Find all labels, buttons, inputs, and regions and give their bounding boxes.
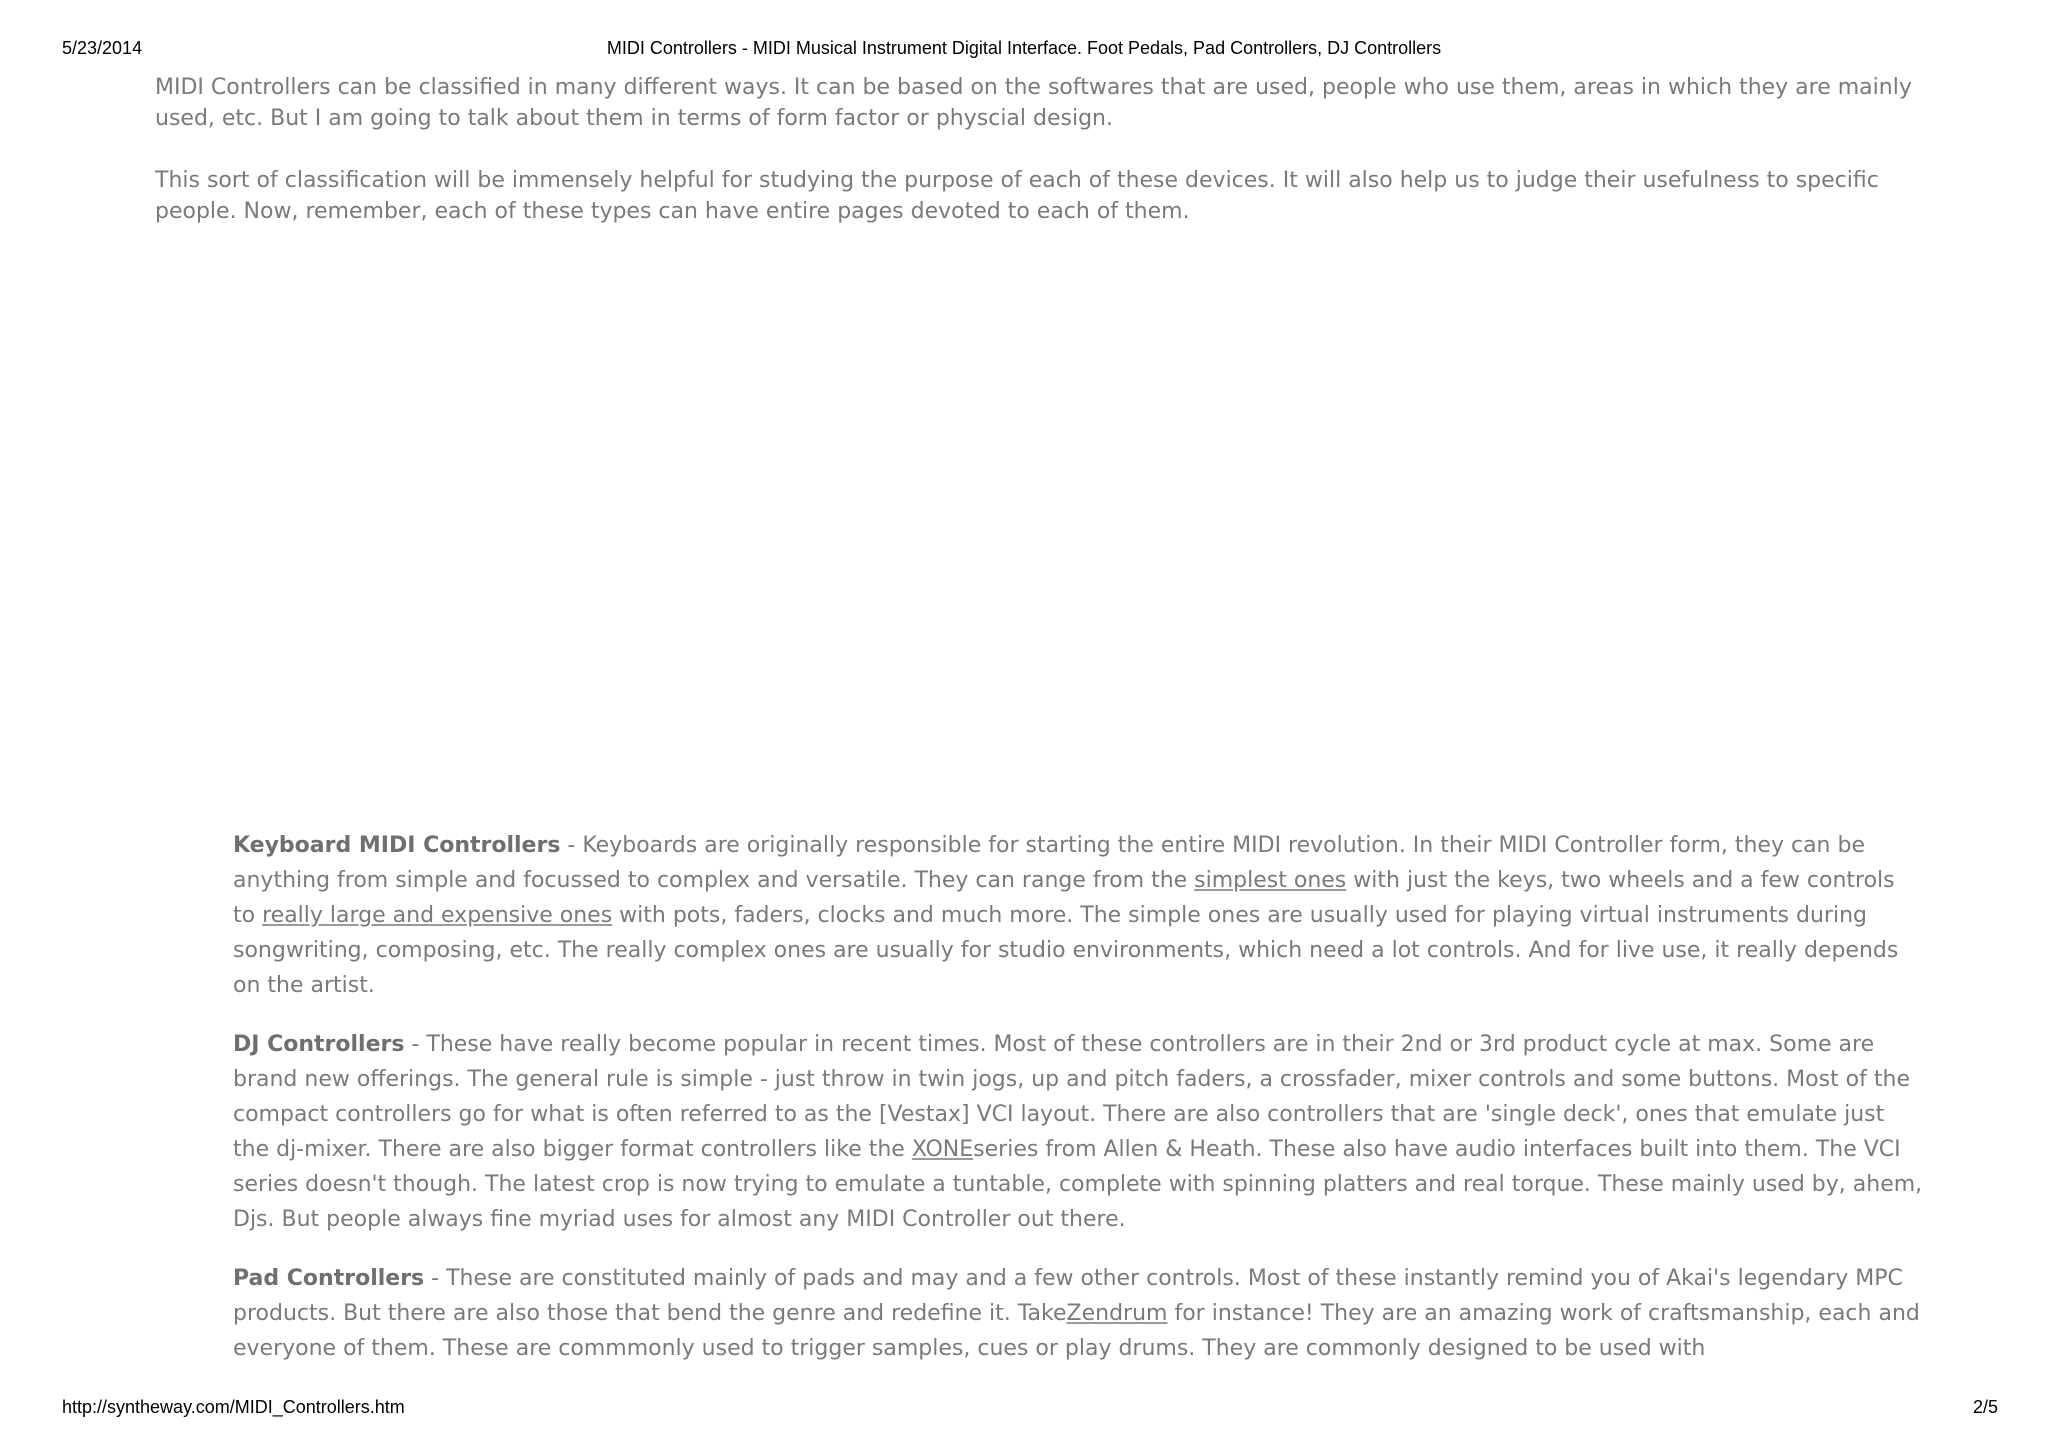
- dj-text-2: series from Allen & Heath. These also have audio interfaces built into them. The VCI series doesn't though. The latest crop is now trying to emulate a tuntable, complete with spinning platters and real torque. These mainly used by, ahem, Djs. But people always fine myriad uses for almost any MIDI Controller out there.: [233, 1137, 1923, 1232]
- intro-paragraph-2: This sort of classification will be immensely helpful for studying the purpose of each of these devices. It will also help us to judge their usefulness to specific people. Now, remember, each of these types can have entire pages devoted to each of them.: [155, 168, 1879, 224]
- print-page-title: MIDI Controllers - MIDI Musical Instrument Digital Interface. Foot Pedals, Pad Controllers, DJ Controllers: [606, 38, 1442, 58]
- controller-types-section: [233, 828, 1923, 1390]
- dj-controllers-heading: DJ Controllers: [233, 1032, 405, 1057]
- intro-section: [155, 72, 1915, 258]
- print-date: 5/23/2014: [62, 38, 143, 58]
- intro-paragraph-1: MIDI Controllers can be classified in many different ways. It can be based on the softwares that are used, people who use them, areas in which they are mainly used, etc. But I am going to talk about them in terms of form factor or physcial design.: [155, 75, 1912, 131]
- pad-text-1: - These are constituted mainly of pads and may and a few other controls. Most of these instantly remind you of Akai's legendary MPC products. But there are also those that bend the genre and redefine it. Take: [233, 1266, 1903, 1326]
- pad-controllers-heading: Pad Controllers: [233, 1266, 425, 1291]
- keyboard-text-1: - Keyboards are originally responsible for starting the entire MIDI revolution. In their MIDI Controller form, they can be anything from simple and focussed to complex and versatile. They can range from the: [233, 833, 1865, 893]
- zendrum-link[interactable]: Zendrum: [1066, 1301, 1168, 1326]
- pad-controllers-paragraph: [233, 1261, 1923, 1366]
- simplest-ones-link[interactable]: simplest ones: [1194, 868, 1347, 893]
- xone-link[interactable]: XONE: [911, 1137, 974, 1162]
- keyboard-controllers-paragraph: [233, 828, 1923, 1003]
- dj-controllers-paragraph: [233, 1027, 1923, 1237]
- large-expensive-link[interactable]: really large and expensive ones: [262, 903, 613, 928]
- keyboard-text-3: with pots, faders, clocks and much more. The simple ones are usually used for playing virtual instruments during songwriting, composing, etc. The really complex ones are usually for studio environments, which need a lot controls. And for live use, it really depends on the artist.: [233, 903, 1899, 998]
- print-page-number: 2/5: [1972, 1397, 1998, 1417]
- dj-text-1: - These have really become popular in recent times. Most of these controllers are in their 2nd or 3rd product cycle at max. Some are brand new offerings. The general rule is simple - just throw in twin jogs, up and pitch faders, a crossfader, mixer controls and some buttons. Most of the compact controllers go for what is often referred to as the [Vestax] VCI layout. There are also controllers that are 'single deck', ones that emulate just the dj-mixer. There are also bigger format controllers like the: [233, 1032, 1910, 1162]
- print-url: http://syntheway.com/MIDI_Controllers.htm: [62, 1397, 405, 1417]
- keyboard-text-2: with just the keys, two wheels and a few controls to: [233, 868, 1895, 928]
- pad-text-2: for instance! They are an amazing work of craftsmanship, each and everyone of them. These are commmonly used to trigger samples, cues or play drums. They are commonly designed to be used with: [233, 1301, 1920, 1361]
- keyboard-controllers-heading: Keyboard MIDI Controllers: [233, 833, 561, 858]
